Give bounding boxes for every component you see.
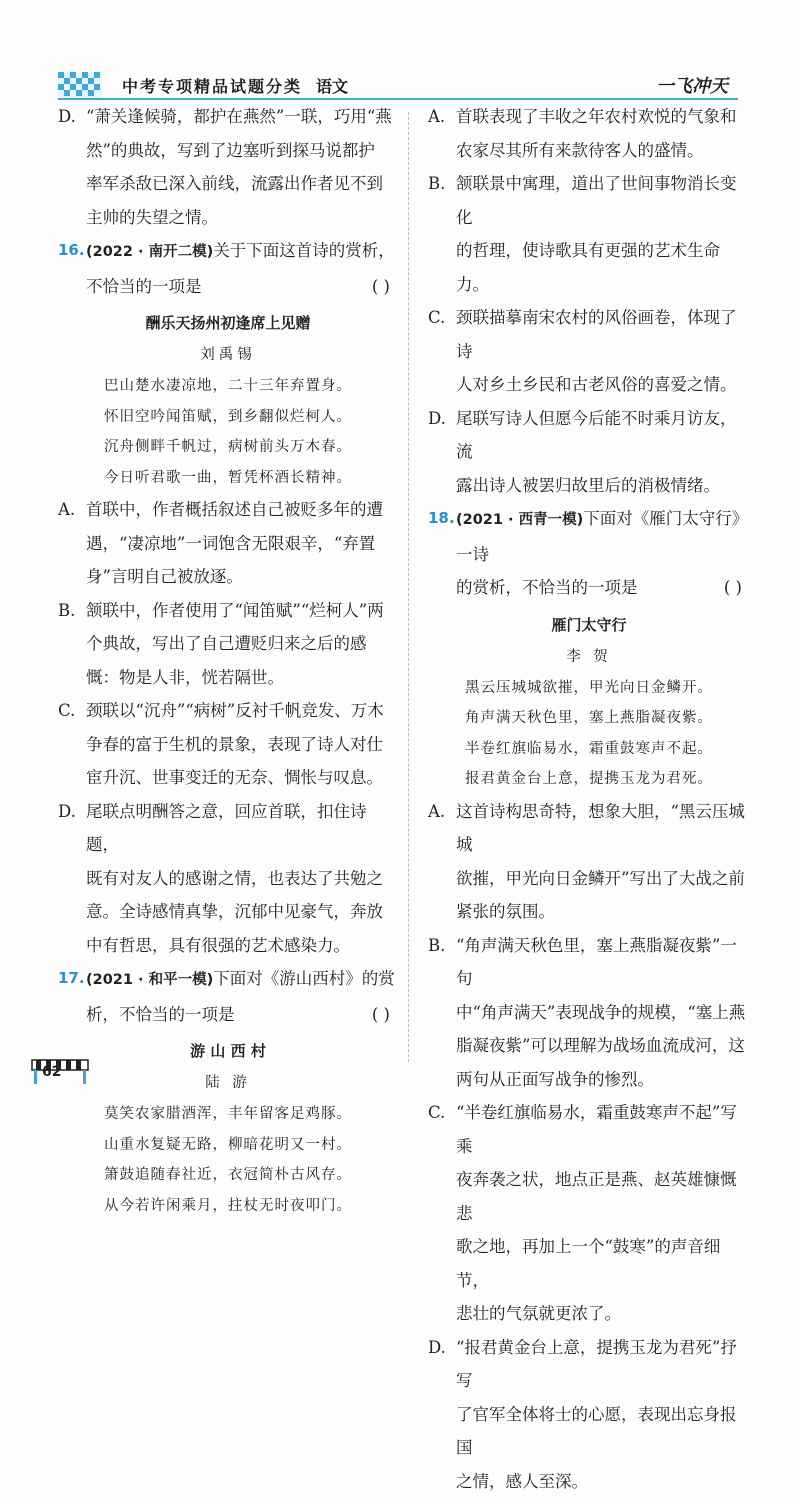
question-stem: 关于下面这首诗的赏析， xyxy=(213,241,395,260)
left-column xyxy=(58,100,398,1221)
poem-author: 李 贺 xyxy=(428,641,750,673)
poem-line: 箫鼓追随春社近，衣冠简朴古风存。 xyxy=(58,1160,398,1191)
option-label: B. xyxy=(428,929,445,963)
q18-option-b xyxy=(428,929,750,1097)
option-label: A. xyxy=(428,795,445,829)
option-line: 争春的富于生机的景象，表现了诗人对仕 xyxy=(86,728,398,762)
option-label: D. xyxy=(428,402,446,436)
poem-line: 报君黄金台上意，提携玉龙为君死。 xyxy=(428,764,750,795)
option-line: 慨：物是人非，恍若隔世。 xyxy=(86,661,398,695)
q17-option-c xyxy=(428,301,750,402)
question-stem: 下面对《游山西村》的赏 xyxy=(213,969,395,988)
q16-option-c xyxy=(58,694,398,795)
option-label: B. xyxy=(58,594,75,628)
option-line: “角声满天秋色里，塞上燕脂凝夜紫”一句 xyxy=(456,929,750,996)
option-line: 紧张的氛围。 xyxy=(456,895,750,929)
option-label: D. xyxy=(58,795,76,829)
question-source: (2021 · 西青一模) xyxy=(456,512,583,528)
option-line: 农家尽其所有来款待客人的盛情。 xyxy=(456,134,750,168)
option-label: C. xyxy=(58,694,75,728)
option-line: 露出诗人被罢归故里后的消极情绪。 xyxy=(456,469,750,503)
option-line: 了官军全体将士的心愿，表现出忘身报国 xyxy=(456,1398,750,1465)
option-line: 颔联中，作者使用了“闻笛赋”“烂柯人”两 xyxy=(86,594,398,628)
poem-line: 巴山楚水凄凉地，二十三年弃置身。 xyxy=(58,371,398,402)
question-16 xyxy=(58,234,398,303)
option-label: A. xyxy=(428,100,445,134)
answer-blank: ( ) xyxy=(372,998,390,1032)
poem-line: 山重水复疑无路，柳暗花明又一村。 xyxy=(58,1130,398,1161)
option-line: 的哲理，使诗歌具有更强的艺术生命力。 xyxy=(456,234,750,301)
q17-option-d xyxy=(428,402,750,503)
option-line: 首联表现了丰收之年农村欢悦的气象和 xyxy=(456,100,750,134)
q18-option-d xyxy=(428,1331,750,1498)
poem-line: 半卷红旗临易水，霜重鼓寒声不起。 xyxy=(428,734,750,765)
option-line: 尾联写诗人但愿今后能不时乘月访友，流 xyxy=(456,402,750,469)
poem-title: 游 山 西 村 xyxy=(58,1035,398,1067)
poem-author: 陆 游 xyxy=(58,1067,398,1099)
poem-line: 今日听君歌一曲，暂凭杯酒长精神。 xyxy=(58,463,398,494)
question-17 xyxy=(58,962,398,1031)
option-line: 颈联描摹南宋农村的风俗画卷，体现了诗 xyxy=(456,301,750,368)
poem-title: 酬乐天扬州初逢席上见赠 xyxy=(58,307,398,339)
option-line: 颈联以“沉舟”“病树”反衬千帆竞发、万木 xyxy=(86,694,398,728)
page-number-badge xyxy=(30,1056,94,1086)
q18-option-a xyxy=(428,795,750,929)
option-label: C. xyxy=(428,1096,445,1130)
option-line: 之情，感人至深。 xyxy=(456,1465,750,1498)
brand-logo-text: 一飞冲天 xyxy=(656,72,728,98)
poem-author: 刘禹锡 xyxy=(58,339,398,371)
answer-blank: ( ) xyxy=(372,270,390,304)
option-line: 人对乡土乡民和古老风俗的喜爱之情。 xyxy=(456,368,750,402)
q18-option-c xyxy=(428,1096,750,1331)
poem-line: 从今若许闲乘月，拄杖无时夜叩门。 xyxy=(58,1191,398,1222)
question-stem: 下面对《雁门太守行》一诗 xyxy=(456,509,748,564)
option-line: 夜奔袭之状，地点正是燕、赵英雄慷慨悲 xyxy=(456,1163,750,1230)
series-title: 中考专项精品试题分类 xyxy=(122,74,302,97)
option-line: 身”言明自己被放逐。 xyxy=(86,560,398,594)
q16-option-d xyxy=(58,795,398,963)
option-label: C. xyxy=(428,301,445,335)
question-number: 17. xyxy=(58,962,85,996)
q16-option-a xyxy=(58,493,398,594)
question-source: (2022 · 南开二模) xyxy=(86,244,213,260)
option-line: 首联中，作者概括叙述自己被贬多年的遭 xyxy=(86,493,398,527)
option-line: 欲摧，甲光向日金鳞开”写出了大战之前 xyxy=(456,862,750,896)
option-line: “萧关逢候骑，都护在燕然”一联，巧用“燕 xyxy=(86,100,398,134)
poem-line: 黑云压城城欲摧，甲光向日金鳞开。 xyxy=(428,673,750,704)
page-header xyxy=(58,68,758,104)
option-line: 个典故，写出了自己遭贬归来之后的感 xyxy=(86,627,398,661)
page-number: 62 xyxy=(42,1064,61,1080)
option-line: 这首诗构思奇特，想象大胆，“黑云压城城 xyxy=(456,795,750,862)
column-divider xyxy=(408,112,409,1062)
q17-option-b xyxy=(428,167,750,301)
poem-line: 怀旧空吟闻笛赋，到乡翻似烂柯人。 xyxy=(58,402,398,433)
checkered-flag-icon xyxy=(58,72,102,98)
poem-line: 莫笑农家腊酒浑，丰年留客足鸡豚。 xyxy=(58,1099,398,1130)
option-line: “半卷红旗临易水，霜重鼓寒声不起”写乘 xyxy=(456,1096,750,1163)
right-column xyxy=(428,100,750,1498)
poem-title: 雁门太守行 xyxy=(428,609,750,641)
option-line: 宦升沉、世事变迁的无奈、惆怅与叹息。 xyxy=(86,761,398,795)
poem-line: 沉舟侧畔千帆过，病树前头万木春。 xyxy=(58,432,398,463)
option-line: 颔联景中寓理，道出了世间事物消长变化 xyxy=(456,167,750,234)
q17-option-a xyxy=(428,100,750,167)
question-number: 16. xyxy=(58,234,85,268)
page-number-flag-icon xyxy=(30,1056,94,1086)
option-label: A. xyxy=(58,493,75,527)
question-stem: 析，不恰当的一项是 xyxy=(86,1005,235,1024)
option-line: 中有哲思，具有很强的艺术感染力。 xyxy=(86,929,398,963)
option-line: 悲壮的气氛就更浓了。 xyxy=(456,1297,750,1331)
option-line: 遇，“凄凉地”一词饱含无限艰辛，“弃置 xyxy=(86,527,398,561)
option-line: “报君黄金台上意，提携玉龙为君死”抒写 xyxy=(456,1331,750,1398)
q15-option-d xyxy=(58,100,398,234)
option-line: 两句从正面写战争的惨烈。 xyxy=(456,1063,750,1097)
option-line: 中“角声满天”表现战争的规模，“塞上燕 xyxy=(456,996,750,1030)
question-stem: 的赏析，不恰当的一项是 xyxy=(456,578,638,597)
option-label: B. xyxy=(428,167,445,201)
option-line: 既有对友人的感谢之情，也表达了共勉之 xyxy=(86,862,398,896)
option-label: D. xyxy=(58,100,76,134)
question-source: (2021 · 和平一模) xyxy=(86,972,213,988)
answer-blank: ( ) xyxy=(724,571,742,605)
option-line: 意。全诗感情真挚，沉郁中见豪气，奔放 xyxy=(86,895,398,929)
subject-label: 语文 xyxy=(316,74,348,97)
question-stem: 不恰当的一项是 xyxy=(86,277,202,296)
option-line: 尾联点明酬答之意，回应首联，扣住诗题， xyxy=(86,795,398,862)
q16-option-b xyxy=(58,594,398,695)
option-line: 脂凝夜紫”可以理解为战场血流成河，这 xyxy=(456,1029,750,1063)
poem-line: 角声满天秋色里，塞上燕脂凝夜紫。 xyxy=(428,703,750,734)
question-18 xyxy=(428,502,750,605)
option-line: 歌之地，再加上一个“鼓寒”的声音细节， xyxy=(456,1230,750,1297)
option-line: 主帅的失望之情。 xyxy=(86,201,398,235)
option-line: 然”的典故，写到了边塞听到探马说都护 xyxy=(86,134,398,168)
option-line: 率军杀敌已深入前线，流露出作者见不到 xyxy=(86,167,398,201)
option-label: D. xyxy=(428,1331,446,1365)
question-number: 18. xyxy=(428,502,455,536)
